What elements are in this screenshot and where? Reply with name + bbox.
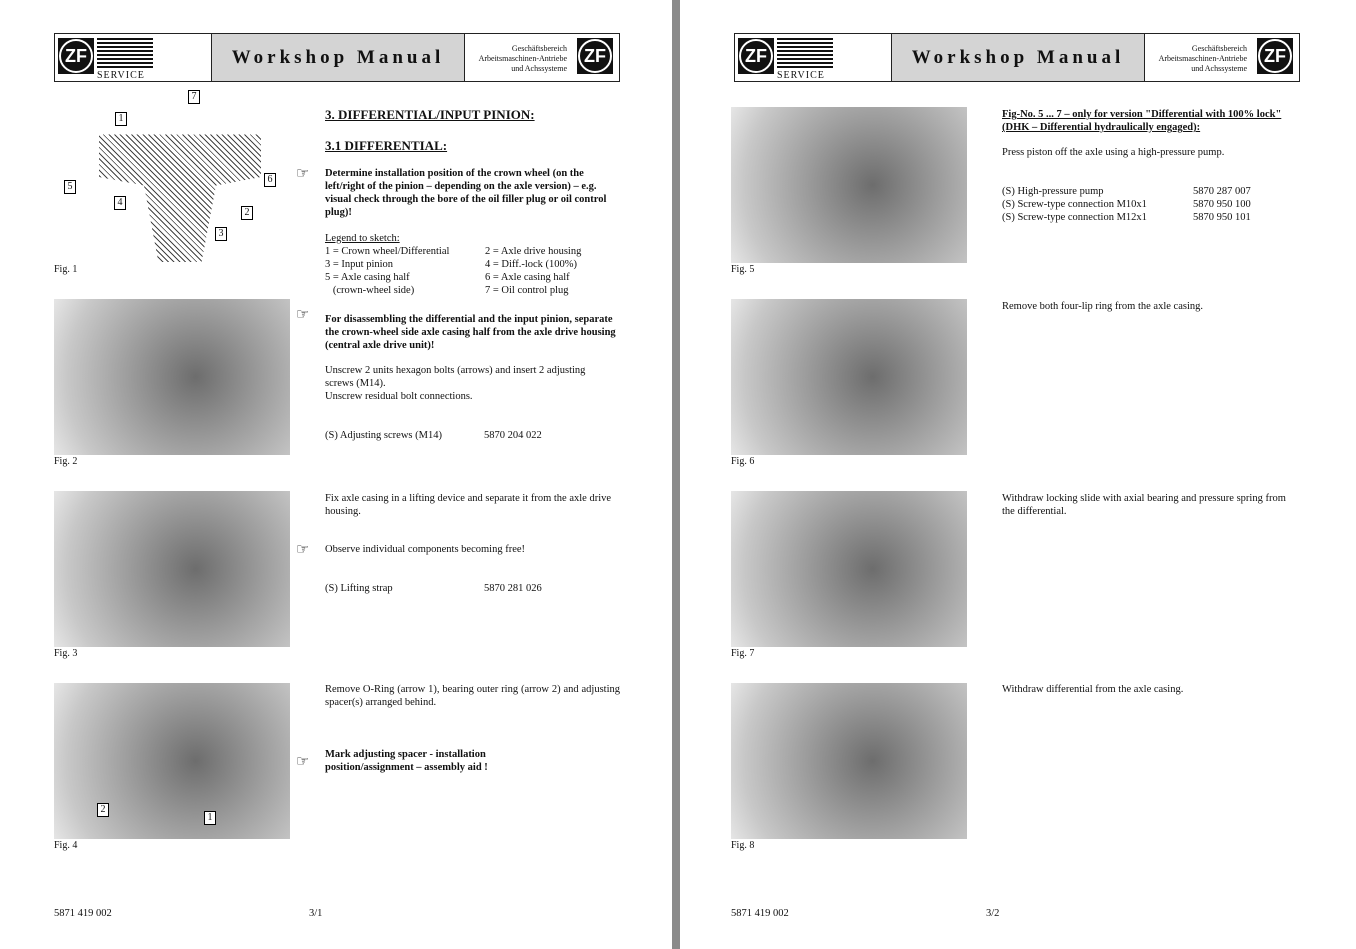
fig2-photo (54, 299, 290, 455)
pointing-hand-icon: ☞ (296, 164, 310, 182)
fig8-photo (731, 683, 967, 839)
fig-label: Fig. 1 (54, 264, 78, 275)
fig-label: Fig. 3 (54, 648, 78, 659)
header-title: Workshop Manual (212, 34, 465, 81)
page-header (54, 33, 620, 82)
legend-list: 1 = Crown wheel/Differential 2 = Axle drive housing 3 = Input pinion 4 = Diff.-lock (100%) 5 = Axle casing half 6 = Axle casing half (crown-wheel side) 7 = Oil control plug (325, 246, 582, 296)
division-block: Geschäftsbereich Arbeitsmaschinen-Antriebe und Achssysteme ZF (1145, 34, 1299, 81)
page-right: ZF SERVICE Workshop Manual Geschäftsbereich Arbeitsmaschinen-Antriebe und Achssysteme ZF Fig. 5 Fig. 6 Fig. 7 Fig. 8 Fig-No. 5 ... 7 – only for version "Differential with 100% lock" (DHK – Differential hydraulically engaged): Press piston off the axle using a high-pressure pump. (S) High-pressure pump 5870 287 007 (S) Screw-type connection M10x1 5870 950 100 (S) Screw-type connection M12x1 5870 950 101 Remove both four-lip ring from the axle casing. Withdraw locking slide with axial bearing and pressure spring from the differential. Withdraw differential from the axle casing. 5871 419 002 3/2 (680, 0, 1356, 949)
fig-label: Fig. 4 (54, 840, 78, 851)
page-header (734, 33, 1300, 82)
pointing-hand-icon: ☞ (296, 752, 310, 770)
fig4-photo (54, 683, 290, 839)
fig7-photo (731, 491, 967, 647)
fig5-photo (731, 107, 967, 263)
page-left: ZF SERVICE Workshop Manual Geschäftsbereich Arbeitsmaschinen-Antriebe und Achssysteme ZF 7 1 5 6 4 2 3 Fig. 1 Fig. 2 Fig. 3 2 1 Fig. 4 3. DIFFERENTIAL/INPUT PINION: 3.1 DIFFERENTIAL: ☞ Determine installation position of the crown wheel (on the left/right of the pinion – depending on the axle version) – e.g. visual check through the bore of the oil filler plug or oil control plug)! Legend to sketch: 1 = Crown wheel/Differential 2 = Axle drive housing 3 = Input pinion 4 = Diff.-lock (100%) 5 = Axle casing half 6 = Axle casing half (crown-wheel side) 7 = Oil control plug ☞ For disassembling the differential and the input pinion, separate the crown-wheel side axle casing half from the axle drive housing (central axle drive unit)! Unscrew 2 units hexagon bolts (arrows) and insert 2 adjusting screws (M14). Unscrew residual bolt connections. (S) Adjusting screws (M14) 5870 204 022 Fix axle casing in a lifting device and separate it from the axle drive housing. ☞ Observe individual components becoming free! (S) Lifting strap 5870 281 026 Remove O-Ring (arrow 1), bearing outer ring (arrow 2) and adjusting spacer(s) arranged behind. ☞ Mark adjusting spacer - installation position/assignment – assembly aid ! 5871 419 002 3/1 (0, 0, 672, 949)
section-heading: 3. DIFFERENTIAL/INPUT PINION: (325, 107, 535, 122)
version-heading: Fig-No. 5 ... 7 – only for version "Differential with 100% lock" (DHK – Differential hydraulically engaged): (1002, 109, 1282, 133)
tool-list: (S) High-pressure pump 5870 287 007 (S) Screw-type connection M10x1 5870 950 100 (S) Screw-type connection M12x1 5870 950 101 (1002, 186, 1251, 223)
fig6-photo (731, 299, 967, 455)
page-number: 3/1 (309, 908, 323, 919)
doc-number: 5871 419 002 (54, 908, 112, 919)
zf-service-logo: ZF SERVICE (55, 34, 212, 81)
zf-service-logo: ZF SERVICE (735, 34, 892, 81)
header-title: Workshop Manual (892, 34, 1145, 81)
pointing-hand-icon: ☞ (296, 540, 310, 558)
fig-label: Fig. 2 (54, 456, 78, 467)
page-number: 3/2 (986, 908, 1000, 919)
division-block: Geschäftsbereich Arbeitsmaschinen-Antriebe und Achssysteme ZF (465, 34, 619, 81)
subsection-heading: 3.1 DIFFERENTIAL: (325, 138, 448, 153)
fig3-photo (54, 491, 290, 647)
pointing-hand-icon: ☞ (296, 305, 310, 323)
doc-number: 5871 419 002 (731, 908, 789, 919)
